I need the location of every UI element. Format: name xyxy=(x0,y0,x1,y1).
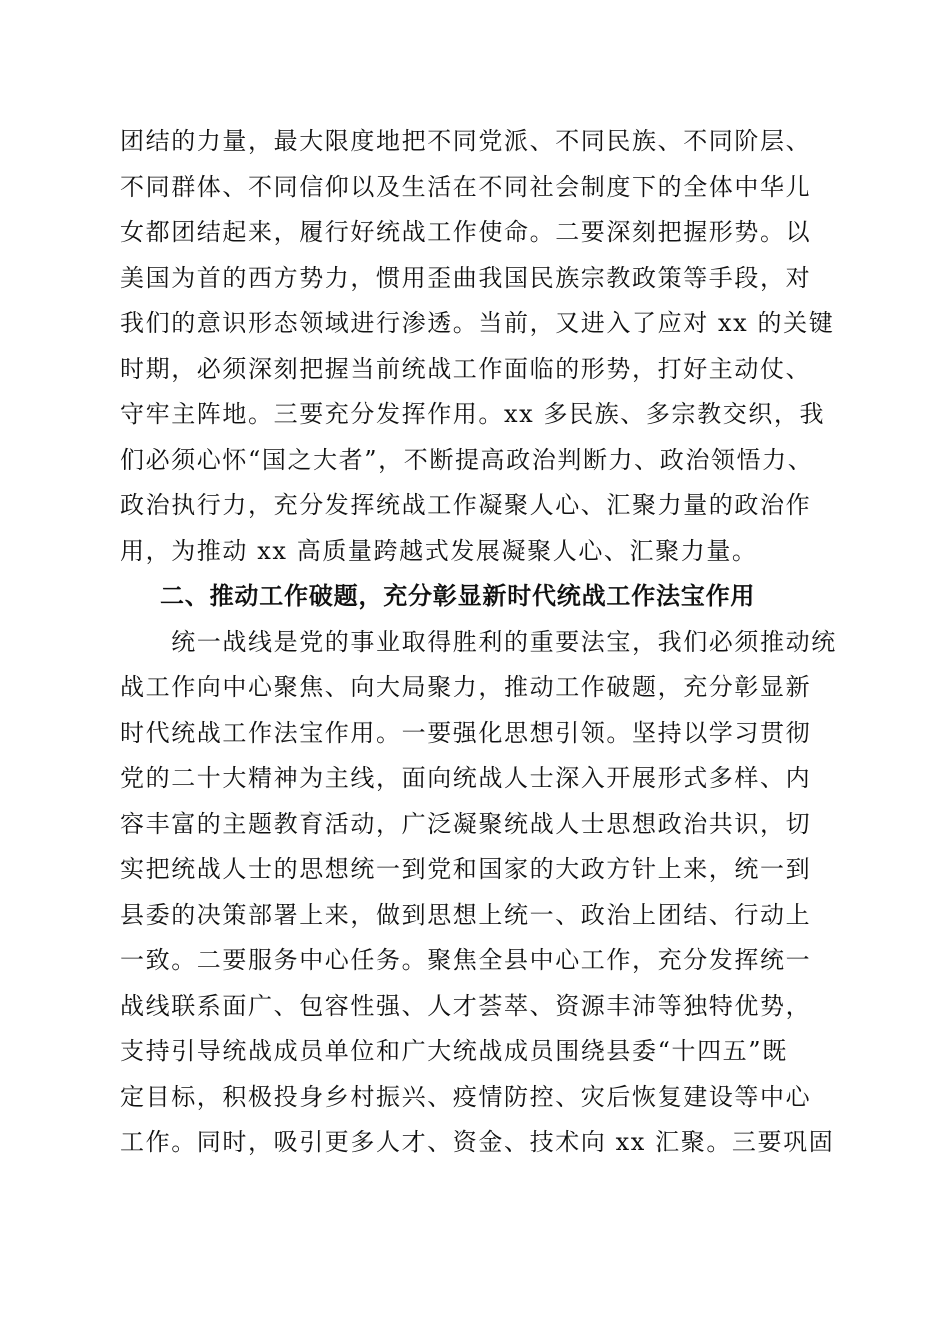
section-heading: 二、推动工作破题，充分彰显新时代统战工作法宝作用 xyxy=(160,582,756,610)
document-body xyxy=(120,119,840,1166)
text-line: 守牢主阵地。三要充分发挥作用。xx 多民族、多宗教交织，我 xyxy=(120,400,826,428)
text-line: 团结的力量，最大限度地把不同党派、不同民族、不同阶层、 xyxy=(120,127,812,155)
text-line: 工作。同时，吸引更多人才、资金、技术向 xx 汇聚。三要巩固 xyxy=(120,1128,835,1156)
text-line: 政治执行力，充分发挥统战工作凝聚人心、汇聚力量的政治作 xyxy=(120,491,812,519)
text-line: 我们的意识形态领域进行渗透。当前，又进入了应对 xx 的关键 xyxy=(120,309,835,337)
text-line: 女都团结起来，履行好统战工作使命。二要深刻把握形势。以 xyxy=(120,218,812,246)
text-line: 们必须心怀“国之大者”，不断提高政治判断力、政治领悟力、 xyxy=(120,445,814,474)
text-line: 定目标，积极投身乡村振兴、疫情防控、灾后恢复建设等中心 xyxy=(120,1082,812,1111)
text-line: 不同群体、不同信仰以及生活在不同社会制度下的全体中华儿 xyxy=(120,172,812,201)
text-line: 支持引导统战成员单位和广大统战成员围绕县委“十四五”既 xyxy=(120,1037,788,1065)
paragraph-2 xyxy=(120,620,840,1166)
text-line: 战工作向中心聚焦、向大局聚力，推动工作破题，充分彰显新 xyxy=(120,673,812,701)
text-line: 统一战线是党的事业取得胜利的重要法宝，我们必须推动统 xyxy=(120,627,837,656)
text-line: 时代统战工作法宝作用。一要强化思想引领。坚持以学习贯彻 xyxy=(120,718,812,747)
text-line: 战线联系面广、包容性强、人才荟萃、资源丰沛等独特优势， xyxy=(120,991,812,1020)
text-line: 时期，必须深刻把握当前统战工作面临的形势，打好主动仗、 xyxy=(120,354,812,383)
text-line: 用，为推动 xx 高质量跨越式发展凝聚人心、汇聚力量。 xyxy=(120,536,758,565)
text-line: 美国为首的西方势力，惯用歪曲我国民族宗教政策等手段，对 xyxy=(120,263,812,292)
text-line: 实把统战人士的思想统一到党和国家的大政方针上来，统一到 xyxy=(120,855,812,883)
paragraph-continued xyxy=(120,119,840,574)
text-line: 一致。二要服务中心任务。聚焦全县中心工作，充分发挥统一 xyxy=(120,946,812,974)
text-line: 党的二十大精神为主线，面向统战人士深入开展形式多样、内 xyxy=(120,764,812,792)
text-line: 容丰富的主题教育活动，广泛凝聚统战人士思想政治共识，切 xyxy=(120,809,812,838)
text-line: 县委的决策部署上来，做到思想上统一、政治上团结、行动上 xyxy=(120,900,812,929)
